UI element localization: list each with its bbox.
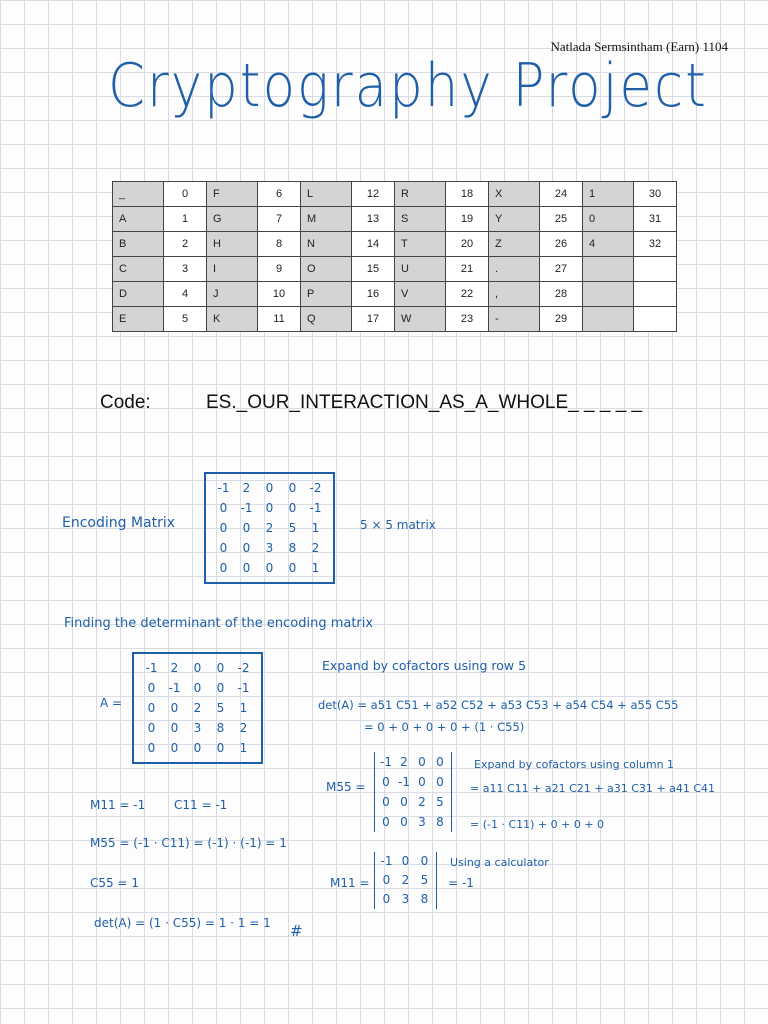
table-char-cell: . (489, 257, 540, 282)
calculator-result: = -1 (448, 876, 474, 890)
matrix-cell: -1 (168, 681, 181, 695)
table-number-cell: 26 (540, 232, 583, 257)
table-char-cell: Q (301, 307, 352, 332)
matrix-cell: 0 (382, 795, 390, 809)
matrix-cell: -1 (309, 501, 322, 515)
matrix-cell: -1 (380, 854, 393, 868)
matrix-cell: 2 (242, 481, 251, 495)
matrix-row (377, 752, 449, 772)
table-char-cell: Z (489, 232, 540, 257)
matrix-cell: 0 (382, 873, 391, 887)
table-number-cell: 8 (258, 232, 301, 257)
matrix-cell: -1 (240, 501, 253, 515)
page-title: Cryptography Project (108, 52, 708, 121)
det-expansion-line2: = 0 + 0 + 0 + 0 + (1 · C55) (364, 720, 525, 734)
matrix-row (140, 678, 255, 698)
matrix-cell: -2 (237, 661, 250, 675)
table-char-cell: T (395, 232, 446, 257)
table-number-cell: 31 (634, 207, 677, 232)
table-row (113, 257, 677, 282)
table-number-cell: 1 (164, 207, 207, 232)
matrix-cell: 3 (265, 541, 274, 555)
matrix-row (140, 718, 255, 738)
table-char-cell: Y (489, 207, 540, 232)
table-number-cell (634, 307, 677, 332)
matrix-cell: -2 (309, 481, 322, 495)
matrix-cell: 0 (216, 681, 225, 695)
table-char-cell: R (395, 182, 446, 207)
matrix-cell: 5 (420, 873, 429, 887)
matrix-cell: 5 (288, 521, 297, 535)
matrix-cell: 0 (400, 795, 408, 809)
matrix-cell: 0 (147, 701, 156, 715)
matrix-cell: 0 (170, 741, 179, 755)
matrix-cell: 2 (401, 873, 410, 887)
matrix-cell: 8 (288, 541, 297, 555)
table-char-cell: 0 (583, 207, 634, 232)
table-number-cell: 12 (352, 182, 395, 207)
matrix-cell: 1 (311, 561, 320, 575)
table-char-cell: A (113, 207, 164, 232)
expand-row5-note: Expand by cofactors using row 5 (322, 658, 527, 673)
table-number-cell: 14 (352, 232, 395, 257)
matrix-row (212, 518, 327, 538)
matrix-cell: 2 (170, 661, 179, 675)
matrix-cell: 0 (147, 721, 156, 735)
matrix-cell: 0 (193, 681, 202, 695)
matrix-cell: 0 (219, 561, 228, 575)
matrix-cell: 0 (147, 741, 156, 755)
determinant-heading: Finding the determinant of the encoding matrix (64, 616, 374, 631)
matrix-cell: 0 (382, 892, 391, 906)
table-number-cell: 23 (446, 307, 489, 332)
table-number-cell (634, 282, 677, 307)
table-char-cell: U (395, 257, 446, 282)
table-number-cell: 25 (540, 207, 583, 232)
matrix-cell: 2 (400, 755, 408, 769)
table-number-cell: 11 (258, 307, 301, 332)
matrix-cell: 2 (193, 701, 202, 715)
matrix-cell: -1 (217, 481, 230, 495)
matrix-cell: 0 (170, 721, 179, 735)
matrix-cell: -1 (237, 681, 250, 695)
table-number-cell: 21 (446, 257, 489, 282)
matrix-cell: 0 (436, 775, 444, 789)
table-char-cell: P (301, 282, 352, 307)
table-char-cell: F (207, 182, 258, 207)
matrix-row (212, 478, 327, 498)
matrix-row (377, 871, 434, 890)
matrix-a (132, 652, 263, 764)
matrix-cell: 0 (418, 755, 426, 769)
matrix-cell: -1 (398, 775, 410, 789)
table-char-cell: L (301, 182, 352, 207)
matrix-cell: 0 (170, 701, 179, 715)
matrix-cell: 0 (288, 561, 297, 575)
matrix-cell: 1 (239, 741, 248, 755)
matrix-cell: -1 (380, 755, 392, 769)
table-number-cell: 5 (164, 307, 207, 332)
matrix-cell: 5 (216, 701, 225, 715)
matrix-cell: 0 (265, 481, 274, 495)
m11-matrix (374, 852, 437, 909)
matrix-cell: 3 (418, 815, 426, 829)
matrix-cell: 0 (288, 481, 297, 495)
matrix-cell: 3 (401, 892, 410, 906)
table-char-cell: J (207, 282, 258, 307)
matrix-cell: 0 (382, 775, 390, 789)
table-number-cell: 3 (164, 257, 207, 282)
matrix-cell: 0 (216, 661, 225, 675)
matrix-cell: 0 (418, 775, 426, 789)
m55-equation: M55 = (-1 · C11) = (-1) · (-1) = 1 (90, 836, 287, 850)
table-number-cell: 7 (258, 207, 301, 232)
table-number-cell: 9 (258, 257, 301, 282)
table-char-cell: B (113, 232, 164, 257)
matrix-row (377, 812, 449, 832)
c55-equation: C55 = 1 (90, 876, 139, 890)
table-char-cell: , (489, 282, 540, 307)
m55-label: M55 = (326, 780, 366, 794)
matrix-cell: 3 (193, 721, 202, 735)
table-number-cell: 6 (258, 182, 301, 207)
matrix-cell: 0 (216, 741, 225, 755)
table-char-cell: G (207, 207, 258, 232)
table-row (113, 182, 677, 207)
author-name: Natlada Sermsintham (Earn) 1104 (550, 39, 728, 54)
matrix-cell: 0 (400, 815, 408, 829)
table-char-cell: D (113, 282, 164, 307)
table-number-cell: 18 (446, 182, 489, 207)
table-number-cell: 13 (352, 207, 395, 232)
matrix-cell: 0 (147, 681, 156, 695)
table-number-cell: 32 (634, 232, 677, 257)
letter-number-table (112, 181, 677, 332)
table-number-cell: 22 (446, 282, 489, 307)
table-number-cell: 10 (258, 282, 301, 307)
matrix-cell: 2 (418, 795, 426, 809)
matrix-cell: 0 (219, 501, 228, 515)
table-char-cell: O (301, 257, 352, 282)
table-row (113, 307, 677, 332)
table-number-cell: 19 (446, 207, 489, 232)
matrix-cell: 0 (420, 854, 429, 868)
table-row (113, 232, 677, 257)
matrix-row (377, 890, 434, 909)
matrix-row (140, 738, 255, 758)
det-final-equation: det(A) = (1 · C55) = 1 · 1 = 1 (94, 916, 271, 930)
matrix-row (377, 852, 434, 871)
c11-equation: C11 = -1 (174, 798, 228, 812)
matrix-cell: 0 (193, 741, 202, 755)
expand-col1-note: Expand by cofactors using column 1 (474, 758, 675, 771)
matrix-cell: 0 (193, 661, 202, 675)
table-char-cell: - (489, 307, 540, 332)
calculator-note: Using a calculator (450, 856, 549, 869)
code-label: Code: (100, 392, 151, 413)
matrix-size-note: 5 × 5 matrix (360, 518, 436, 532)
matrix-cell: 0 (219, 521, 228, 535)
table-number-cell: 2 (164, 232, 207, 257)
a-label: A = (100, 696, 123, 710)
table-number-cell (634, 257, 677, 282)
table-char-cell: W (395, 307, 446, 332)
matrix-row (212, 558, 327, 578)
matrix-row (377, 772, 449, 792)
table-char-cell (583, 307, 634, 332)
matrix-cell: 0 (265, 501, 274, 515)
matrix-cell: 0 (242, 541, 251, 555)
table-char-cell: H (207, 232, 258, 257)
matrix-cell: 0 (436, 755, 444, 769)
table-number-cell: 17 (352, 307, 395, 332)
table-char-cell: E (113, 307, 164, 332)
table-number-cell: 24 (540, 182, 583, 207)
matrix-cell: 2 (311, 541, 320, 555)
table-number-cell: 16 (352, 282, 395, 307)
matrix-cell: 0 (265, 561, 274, 575)
table-number-cell: 29 (540, 307, 583, 332)
table-row (113, 282, 677, 307)
matrix-cell: 8 (216, 721, 225, 735)
table-char-cell: N (301, 232, 352, 257)
table-number-cell: 27 (540, 257, 583, 282)
table-char-cell: _ (113, 182, 164, 207)
encoding-matrix-label: Encoding Matrix (62, 515, 176, 531)
matrix-cell: 1 (239, 701, 248, 715)
matrix-cell: 1 (311, 521, 320, 535)
matrix-row (212, 538, 327, 558)
table-number-cell: 4 (164, 282, 207, 307)
table-number-cell: 0 (164, 182, 207, 207)
table-number-cell: 15 (352, 257, 395, 282)
matrix-cell: 0 (219, 541, 228, 555)
table-char-cell (583, 257, 634, 282)
matrix-cell: 5 (436, 795, 444, 809)
m55-matrix (374, 752, 452, 832)
matrix-cell: 0 (242, 521, 251, 535)
col1-expansion-line1: = a11 C11 + a21 C21 + a31 C31 + a41 C41 (470, 782, 715, 795)
table-number-cell: 28 (540, 282, 583, 307)
table-char-cell (583, 282, 634, 307)
encoding-matrix (204, 472, 335, 584)
table-row (113, 207, 677, 232)
table-number-cell: 30 (634, 182, 677, 207)
table-char-cell: 1 (583, 182, 634, 207)
matrix-row (140, 658, 255, 678)
table-char-cell: S (395, 207, 446, 232)
table-char-cell: I (207, 257, 258, 282)
code-value: ES._OUR_INTERACTION_AS_A_WHOLE_ _ _ _ _ (206, 392, 643, 413)
table-char-cell: V (395, 282, 446, 307)
col1-expansion-line2: = (-1 · C11) + 0 + 0 + 0 (470, 818, 605, 831)
m11-label: M11 = (330, 876, 370, 890)
table-char-cell: C (113, 257, 164, 282)
matrix-cell: 8 (436, 815, 444, 829)
end-mark: # (290, 922, 303, 940)
matrix-cell: -1 (145, 661, 158, 675)
matrix-cell: 8 (420, 892, 429, 906)
matrix-cell: 0 (242, 561, 251, 575)
matrix-row (140, 698, 255, 718)
matrix-cell: 0 (288, 501, 297, 515)
matrix-cell: 2 (239, 721, 248, 735)
m11-equation: M11 = -1 (90, 798, 146, 812)
matrix-cell: 2 (265, 521, 274, 535)
table-char-cell: X (489, 182, 540, 207)
table-number-cell: 20 (446, 232, 489, 257)
table-char-cell: K (207, 307, 258, 332)
matrix-row (212, 498, 327, 518)
det-expansion-line1: det(A) = a51 C51 + a52 C52 + a53 C53 + a54 C54 + a55 C55 (318, 698, 679, 712)
table-char-cell: 4 (583, 232, 634, 257)
matrix-row (377, 792, 449, 812)
table-char-cell: M (301, 207, 352, 232)
matrix-cell: 0 (382, 815, 390, 829)
matrix-cell: 0 (401, 854, 410, 868)
